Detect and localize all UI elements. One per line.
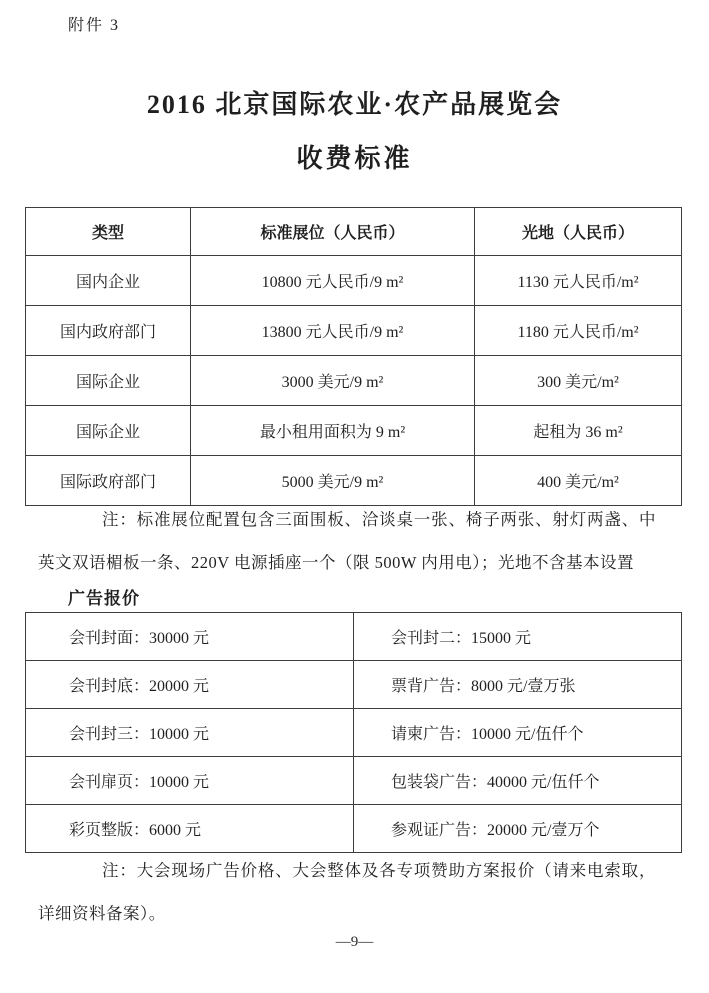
ad-section-heading: 广告报价: [68, 589, 140, 608]
table-row: [26, 306, 682, 356]
table-row: [26, 661, 682, 709]
table-cell: 会刊封底：20000 元: [26, 661, 354, 709]
table-row: [26, 805, 682, 853]
table-cell: 国内企业: [26, 256, 191, 306]
table-cell: 3000 美元/9 m²: [191, 356, 475, 406]
table-cell: 国际企业: [26, 356, 191, 406]
table-cell: 1130 元人民币/m²: [475, 256, 682, 306]
document-subtitle: 收费标准: [296, 144, 413, 173]
table-cell: 5000 美元/9 m²: [191, 456, 475, 506]
table-cell: 起租为 36 m²: [475, 406, 682, 456]
table-cell: 400 美元/m²: [475, 456, 682, 506]
table-cell: 国际企业: [26, 406, 191, 456]
table-cell: 国内政府部门: [26, 306, 191, 356]
table-cell: 彩页整版：6000 元: [26, 805, 354, 853]
header-cell-type: 类型: [26, 208, 191, 256]
table-cell: 最小租用面积为 9 m²: [191, 406, 475, 456]
table-cell: 300 美元/m²: [475, 356, 682, 406]
header-cell-standard-booth: 标准展位（人民币）: [191, 208, 475, 256]
table-cell: 会刊封二：15000 元: [354, 613, 682, 661]
table-cell: 13800 元人民币/9 m²: [191, 306, 475, 356]
page-number: —9—: [335, 934, 374, 950]
table-row: [26, 256, 682, 306]
table-row: [26, 406, 682, 456]
table-cell: 包装袋广告：40000 元/伍仟个: [354, 757, 682, 805]
booth-table-header-row: [26, 208, 682, 256]
table-cell: 票背广告：8000 元/壹万张: [354, 661, 682, 709]
table-row: [26, 356, 682, 406]
table-row: [26, 757, 682, 805]
table-cell: 1180 元人民币/m²: [475, 306, 682, 356]
booth-fee-table: [25, 207, 682, 506]
ad-table-note: 注：大会现场广告价格、大会整体及各专项赞助方案报价（请来电索取，详细资料备案）。: [38, 861, 656, 923]
table-row: [26, 709, 682, 757]
table-row: [26, 613, 682, 661]
header-cell-raw-space: 光地（人民币）: [475, 208, 682, 256]
table-cell: 会刊扉页：10000 元: [26, 757, 354, 805]
document-title: 2016 北京国际农业·农产品展览会: [146, 90, 563, 119]
attachment-label: 附件 3: [68, 17, 121, 34]
table-cell: 参观证广告：20000 元/壹万个: [354, 805, 682, 853]
table-cell: 国际政府部门: [26, 456, 191, 506]
table-cell: 10800 元人民币/9 m²: [191, 256, 475, 306]
ad-price-table: [25, 612, 682, 853]
table-cell: 请柬广告：10000 元/伍仟个: [354, 709, 682, 757]
booth-table-note: 注：标准展位配置包含三面围板、洽谈桌一张、椅子两张、射灯两盏、中英文双语楣板一条、220V 电源插座一个（限 500W 内用电）；光地不含基本设置: [38, 510, 656, 572]
table-cell: 会刊封三：10000 元: [26, 709, 354, 757]
table-cell: 会刊封面：30000 元: [26, 613, 354, 661]
